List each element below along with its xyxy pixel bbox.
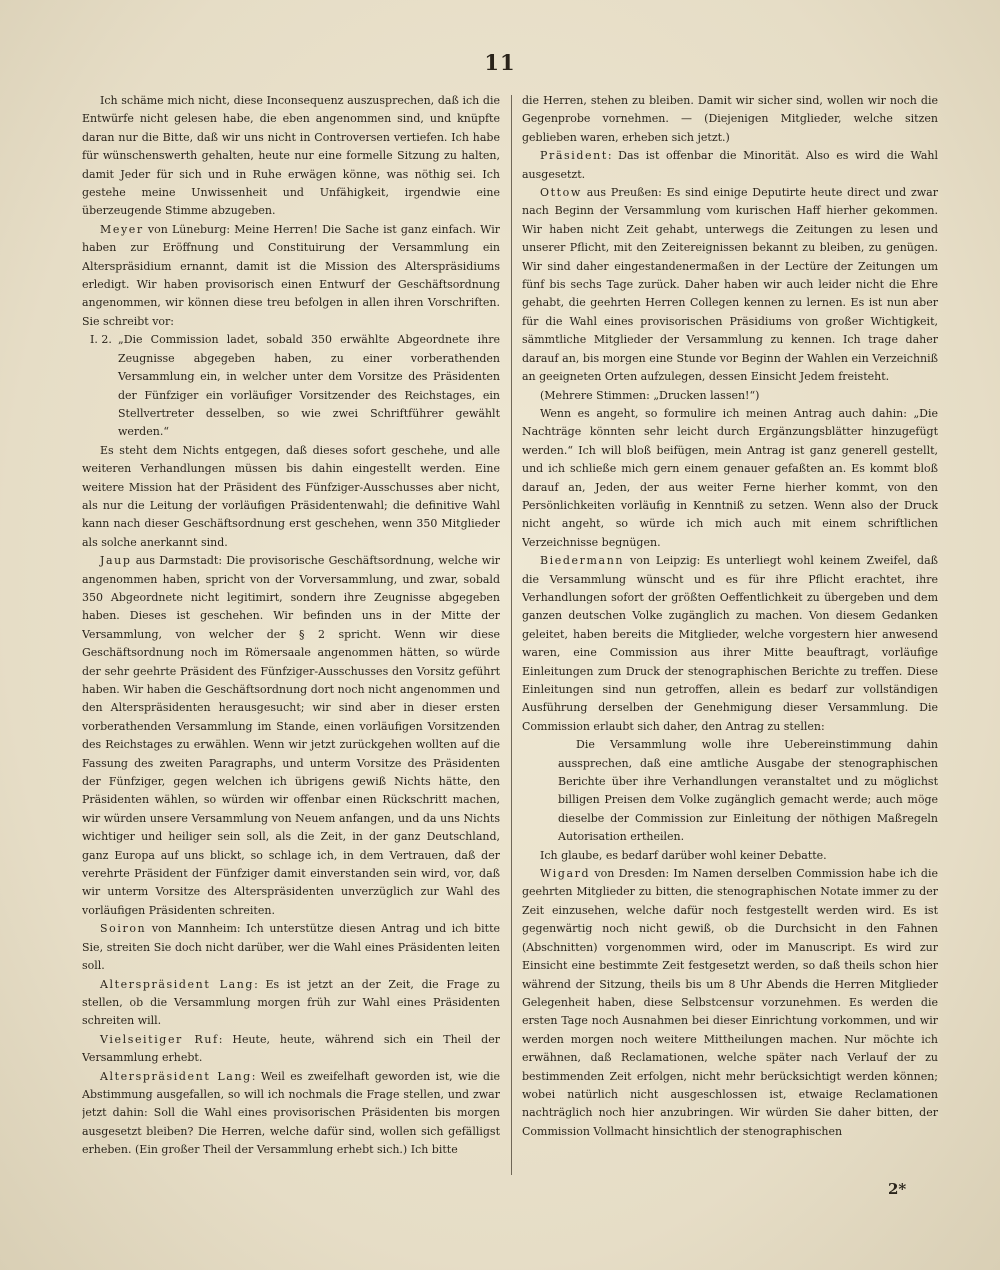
- speaker-name: Wigard: [540, 867, 591, 881]
- speaker-name: Ottow: [540, 186, 582, 200]
- paragraph-number: I. 2.: [90, 333, 112, 347]
- paragraph: [522, 847, 938, 865]
- paragraph-text: : Weil es zweifelhaft geworden ist, wie die Abstimmung ausgefallen, so will ich nochmals die Frage stellen, und zwar jetzt dahin: Soll die Wahl eines provisorischen Präsidenten bis morgen ausgesetzt bleiben? Die Herren, welche dafür sind, wollen sich gefälligst erheben. (Ein großer Theil der Versammlung erhebt sich.) Ich bitte: [82, 1069, 500, 1157]
- speaker-name: Biedermann: [540, 554, 625, 568]
- paragraph: [522, 147, 938, 184]
- paragraph: [522, 405, 938, 552]
- paragraph: [90, 331, 500, 441]
- signature-mark: 2*: [888, 1180, 907, 1198]
- speaker-name: Meyer: [100, 222, 144, 236]
- paragraph: [558, 736, 938, 846]
- paragraph: [82, 92, 500, 221]
- paragraph-text: Wenn es angeht, so formulire ich meinen Antrag auch dahin: „Die Nachträge könnten sehr leicht durch Ergänzungsblätter hinzugefügt werden.“ Ich will bloß beifügen, mein Antrag ist ganz generell gestellt, und ich schließe mich gern einem genauer gefaßten an. Es kommt bloß darauf an, Jeden, der aus weiter Ferne hierher kommt, von den Persönlichkeiten vorläufig in Kenntniß zu setzen. Wenn also der Druck nicht angeht, so würde ich mich auch mit einem schriftlichen Verzeichnisse begnügen.: [522, 406, 938, 549]
- paragraph-text: aus Preußen: Es sind einige Deputirte heute direct und zwar nach Beginn der Versammlung vom kurischen Haff hierher gekommen. Wir haben nicht Zeit gehabt, unterwegs die Zeitungen zu lesen und unserer Pflicht, mit den Zeitereignissen bekannt zu bleiben, zu genügen. Wir sind daher eingestandenermaßen in der Lectüre der Zeitungen um fünf bis sechs Tage zurück. Daher haben wir auch leider nicht die Ehre gehabt, die geehrten Herren Collegen kennen zu lernen. Es ist nun aber für die Wahl eines provisorischen Präsidiums von großer Wichtigkeit, sämmtliche Mitglieder der Versammlung zu kennen. Ich trage daher darauf an, bis morgen eine Stunde vor Beginn der Wahlen ein Verzeichniß an geeigneten Orten aufzulegen, dessen Einsicht Jedem freisteht.: [522, 186, 938, 384]
- paragraph-text: von Mannheim: Ich unterstütze diesen Antrag und ich bitte Sie, streiten Sie doch nicht darüber, wer die Wahl eines Präsidenten leiten soll.: [82, 922, 500, 973]
- paragraph: [82, 1068, 500, 1160]
- speaker-name: Soiron: [100, 922, 147, 936]
- paragraph-text: die Herren, stehen zu bleiben. Damit wir sicher sind, wollen wir noch die Gegenprobe vornehmen. — (Diejenigen Mitglieder, welche sitzen geblieben waren, erheben sich jetzt.): [522, 94, 938, 144]
- paragraph: [82, 1031, 500, 1068]
- paragraph-text: Ich glaube, es bedarf darüber wohl keiner Debatte.: [540, 848, 827, 862]
- paragraph-text: : Heute, heute, während sich ein Theil der Versammlung erhebt.: [82, 1032, 500, 1065]
- paragraph: [522, 184, 938, 386]
- paragraph: [522, 387, 938, 405]
- paragraph-text: (Mehrere Stimmen: „Drucken lassen!“): [540, 388, 760, 402]
- paragraph-text: „Die Commission ladet, sobald 350 erwählte Abgeordnete ihre Zeugnisse abgegeben haben, zu einer vorberathenden Versammlung ein, in welcher unter dem Vorsitze des Präsidenten der Fünfziger ein vorläufiger Vorsitzender des Reichstages, ein Stellvertreter desselben, so wie zwei Schriftführer gewählt werden.“: [118, 333, 500, 439]
- paragraph: [522, 865, 938, 1141]
- page-number: 11: [484, 50, 516, 75]
- paragraph: [82, 221, 500, 331]
- column-divider: [511, 95, 512, 1175]
- left-column: [82, 92, 500, 1182]
- paragraph-text: : Es ist jetzt an der Zeit, die Frage zu stellen, ob die Versammlung morgen früh zur Wahl eines Präsidenten schreiten will.: [82, 977, 500, 1028]
- paragraph: [82, 920, 500, 975]
- paragraph-text: aus Darmstadt: Die provisorische Geschäftsordnung, welche wir angenommen haben, spricht von der Vorversammlung, und zwar, sobald 350 Abgeordnete nicht legitimirt, sondern ihre Zeugnisse abgegeben haben. Dieses ist geschehen. Wir befinden uns in der Mitte der Versammlung, von welcher der § 2 spricht. Wenn wir diese Geschäftsordnung noch im Römersaale angenommen hätten, so würde der sehr geehrte Präsident des Fünfziger-Ausschusses den Vorsitz geführt haben. Wir haben die Geschäftsordnung dort noch nicht angenommen und den Alterspräsidenten herausgesucht; wir sind aber in dieser ersten vorberathenden Versammlung im Stande, einen vorläufigen Vorsitzenden des Reichstages zu erwählen. Wenn wir jetzt zurückgehen wollten auf die Fassung des zweiten Paragraphs, und unterm Vorsitze des Präsidenten der Fünfziger, gegen welchen ich übrigens gewiß Nichts hätte, den Präsidenten wählen, so würden wir offenbar einen Rückschritt machen, wir würden unsere Versammlung von Neuem anfangen, und da uns Nichts wichtiger und heiliger sein soll, als die Zeit, in der ganz Deutschland, ganz Europa auf uns blickt, so schlage ich, in dem Vertrauen, daß der verehrte Präsident der Fünfziger damit einverstanden sein wird, vor, daß wir unterm Vorsitze des Alterspräsidenten unverzüglich zur Wahl des vorläufigen Präsidenten schreiten.: [82, 554, 500, 917]
- right-column: [522, 92, 938, 1182]
- paragraph-text: von Lüneburg: Meine Herren! Die Sache ist ganz einfach. Wir haben zur Eröffnung und Constituirung der Versammlung ein Alterspräsidium ernannt, damit ist die Mission des Alterspräsidiums erledigt. Wir haben provisorisch einen Entwurf der Geschäftsordnung angenommen, wir können diese treu befolgen in allen ihren Vorschriften. Sie schreibt vor:: [82, 222, 500, 328]
- paragraph-text: von Leipzig: Es unterliegt wohl keinem Zweifel, daß die Versammlung wünscht und es für ihre Pflicht erachtet, ihre Verhandlungen sofort der größten Oeffentlichkeit zu übergeben und dem ganzen deutschen Volke zugänglich zu machen. Von diesem Gedanken geleitet, haben bereits die Mitglieder, welche vorgestern hier anwesend waren, eine Commission aus ihrer Mitte beauftragt, vorläufige Einleitungen zum Druck der stenographischen Berichte zu treffen. Diese Einleitungen sind nun getroffen, allein es bedarf zur vollständigen Ausführung derselben der Genehmigung dieser Versammlung. Die Commission erlaubt sich daher, den Antrag zu stellen:: [522, 554, 938, 733]
- paragraph-text: : Das ist offenbar die Minorität. Also es wird die Wahl ausgesetzt.: [522, 149, 938, 181]
- paragraph: [82, 442, 500, 552]
- paragraph: [522, 92, 938, 147]
- paragraph: [82, 552, 500, 920]
- paragraph: [82, 976, 500, 1031]
- speaker-name: Jaup: [100, 554, 132, 568]
- paragraph-text: Ich schäme mich nicht, diese Inconsequenz auszusprechen, daß ich die Entwürfe nicht gelesen habe, die eben angenommen sind, und knüpfte daran nur die Bitte, daß wir uns nicht in Controversen vertiefen. Ich habe für wünschenswerth gehalten, heute nur eine formelle Sitzung zu halten, damit Jeder für sich und in Ruhe erwägen könne, was nöthig sei. Ich gestehe meine Unwissenheit und Unfähigkeit, irgendwie eine überzeugende Stimme abzugeben.: [82, 94, 500, 218]
- paragraph-text: Es steht dem Nichts entgegen, daß dieses sofort geschehe, und alle weiteren Verhandlungen müssen bis dahin eingestellt werden. Eine weitere Mission hat der Präsident des Fünfziger-Ausschusses aber nicht, als nur die Leitung der vorläufigen Präsidentenwahl; die definitive Wahl kann nach dieser Geschäftsordnung erst geschehen, wenn 350 Mitglieder als solche anerkannt sind.: [82, 443, 500, 549]
- paragraph-text: von Dresden: Im Namen derselben Commission habe ich die geehrten Mitglieder zu bitten, die stenographischen Notate immer zu der Zeit einzusehen, welche dafür noch festgestellt werden wird. Es ist gegenwärtig noch nicht gewiß, ob die Durchsicht in den Fahnen (Abschnitten) vorgenommen wird, oder im Manuscript. Es wird zur Einsicht eine bestimmte Zeit festgesetzt werden, so daß theils schon hier während der Sitzung, theils bis um 8 Uhr Abends die Herren Mitglieder Gelegenheit haben, diese Selbstcensur vorzunehmen. Es werden die ersten Tage noch Ausnahmen bei dieser Einrichtung vorkommen, und wir werden morgen noch weitere Mittheilungen machen. Nur möchte ich erwähnen, daß Reclamationen, welche später nach Verlauf der zu bestimmenden Zeit erfolgen, nicht mehr berücksichtigt werden können; wobei natürlich nicht ausgeschlossen ist, etwaige Reclamationen nachträglich noch hier anzubringen. Wir würden Sie daher bitten, der Commission Vollmacht hinsichtlich der stenographischen: [522, 867, 938, 1138]
- speaker-name: Alterspräsident Lang: [100, 977, 255, 991]
- speaker-name: Alterspräsident Lang: [100, 1069, 252, 1083]
- paragraph-text: Die Versammlung wolle ihre Uebereinstimmung dahin aussprechen, daß eine amtliche Ausgabe der stenographischen Berichte über ihre Verhandlungen veranstaltet und zu möglichst billigen Preisen dem Volke zugänglich gemacht werde; auch möge dieselbe der Commission zur Einleitung der nöthigen Maßregeln Autorisation ertheilen.: [558, 738, 938, 844]
- paragraph: [522, 552, 938, 736]
- speaker-name: Vielseitiger Ruf: [100, 1032, 219, 1046]
- speaker-name: Präsident: [540, 149, 608, 163]
